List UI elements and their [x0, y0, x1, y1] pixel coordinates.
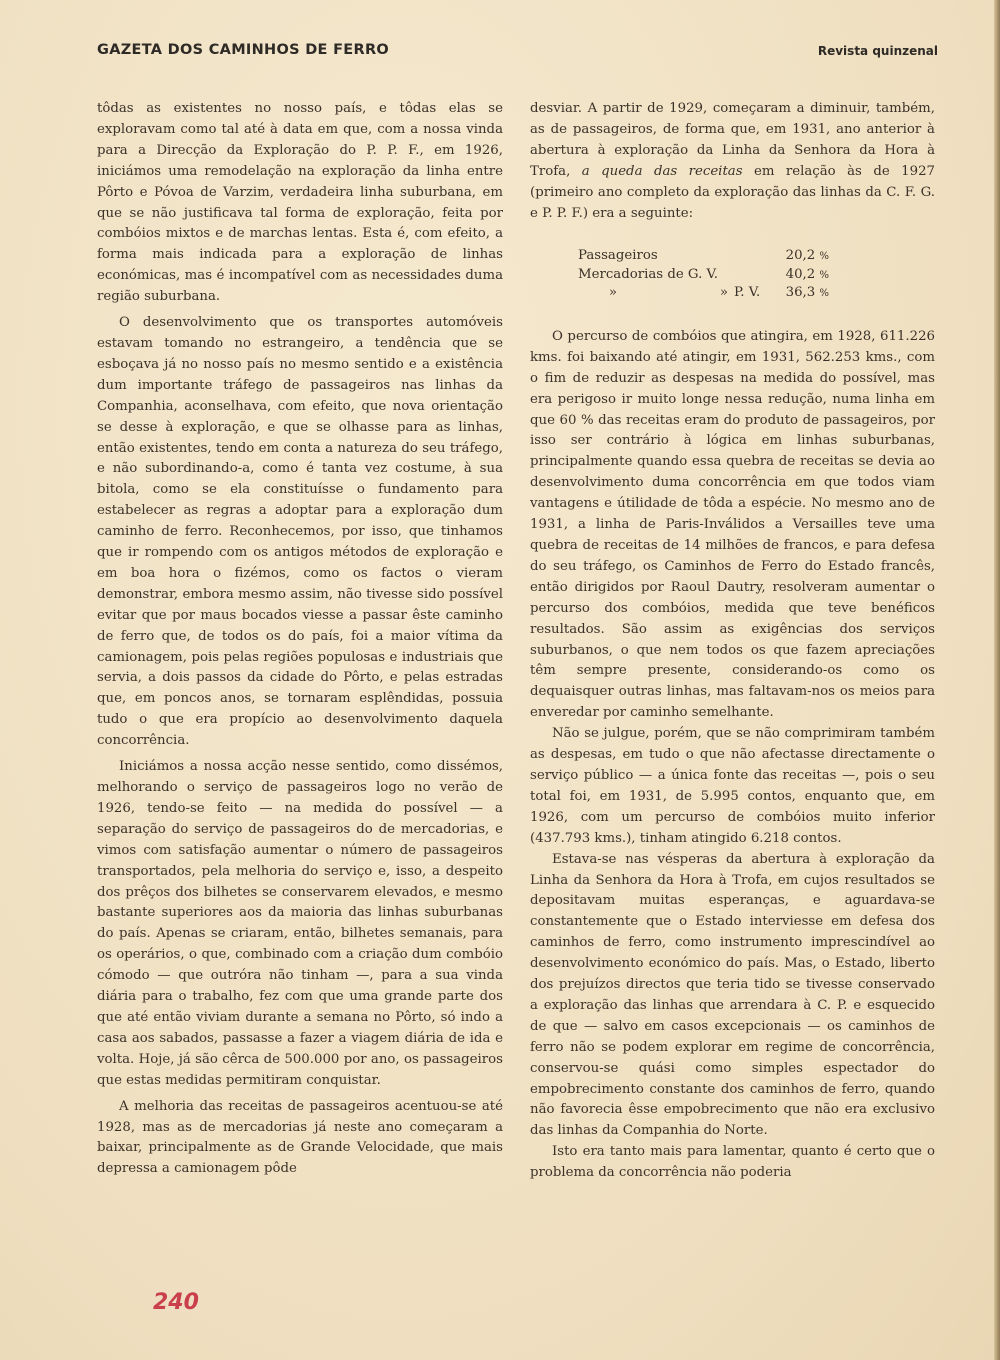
publication-title: GAZETA DOS CAMINHOS DE FERRO: [97, 42, 390, 58]
revenue-drop-table: [578, 247, 829, 303]
percent-sign: %: [819, 269, 829, 281]
ditto-mark: »: [608, 285, 618, 301]
ditto-mark: »: [719, 285, 728, 301]
table-row: [578, 284, 829, 303]
paragraph: Iniciámos a nossa acção nesse sentido, como dissémos, melhorando o serviço de passageiros logo no verão de 1926, tendo-se feito — na medida do possível — a separação do serviço de passageiros do de mercadorias, e vimos com satisfação aumentar o número de passageiros transportados, pela melhoria do serviço e, isso, a despeito dos prêços dos bilhetes se conservarem elevados, e mesmo bastante superiores aos da maioria das linhas suburbanas do país. Apenas se criaram, então, bilhetes semanais, para os operários, o que, combinado com a criação dum combóio cómodo — que outróra não tinham —, para a sua vinda diária para o trabalho, fez com que uma grande parte dos que até então viviam durante a semana no Pôrto, só indo a casa aos sabados, passasse a fazer a viagem diária de ida e volta. Hoje, já são cêrca de 500.000 por ano, os passageiros que estas medidas permitiram conquistar.: [97, 759, 503, 1088]
paragraph: A melhoria das receitas de passageiros acentuou-se até 1928, mas as de mercadorias já neste ano começaram a baixar, principalmente as de Grande Velocidade, que mais depressa a camionagem pôde: [97, 1098, 503, 1177]
table-row: [578, 247, 829, 266]
paragraph: O desenvolvimento que os transportes automóveis estavam tomando no estrangeiro, a tendência que se esboçava já no nosso país no mesmo sentido e a existência dum importante tráfego de passageiros nas linhas da Companhia, aconselhava, com efeito, que nova orientação se desse à exploração, e que se olhasse para as linhas, então existentes, tendo em conta a natureza do seu tráfego, e não subordinando-a, como é tanta vez costume, à sua bitola, como se ela constituísse o fundamento para estabelecer as regras a adoptar para a exploração dum caminho de ferro. Reconhecemos, por isso, que tinhamos que ir rompendo com os antigos métodos de exploração e em boa hora o fizémos, como os factos o vieram demonstrar, embora mesmo assim, não tivesse sido possível evitar que por maus bocados viesse a passar êste caminho de ferro que, de todos os do país, foi a maior vítima da camionagem, pois pelas regiões populosas e industriais que servia, a dois passos da cidade do Pôrto, e pelas estradas que, em poncos anos, se tornaram esplêndidas, possuia tudo o que era propício ao desenvolvimento daquela concorrência.: [97, 315, 503, 749]
table-row: [578, 266, 829, 285]
intro-text-end: em relação às de 1927 (primeiro ano completo da exploração das linhas da C. F. G. e P. P. F.) era a seguinte:: [530, 163, 935, 221]
right-column: [530, 99, 935, 1184]
row-qualifier: P. V.: [734, 285, 761, 301]
row-value: 36,3 %: [785, 285, 829, 301]
percent-sign: %: [819, 251, 829, 263]
emphasis-text: a queda das receitas: [581, 163, 743, 179]
left-column: [97, 99, 503, 1180]
row-value: 40,2 %: [785, 266, 829, 282]
paragraph: tôdas as existentes no nosso país, e tôdas elas se exploravam como tal até à data em que, com a nossa vinda para a Direcção da Exploração do P. P. F., em 1926, iniciámos uma remodelação na exploração da linha entre Pôrto e Póvoa de Varzim, verdadeira linha suburbana, em que se não justificava tal forma de exploração, feita por combóios mixtos e de marchas lentas. Esta é, com efeito, a forma mais indicada para a exploração de linhas económicas, mas é incompatível com as necessidades duma região suburbana.: [97, 101, 503, 305]
paragraph: Estava-se nas vésperas da abertura à exploração da Linha da Senhora da Hora à Trofa, em cujos resultados se depositavam muitas esperanças, e aguardava-se constantemente que o Estado interviesse em defesa dos caminhos de ferro, como instrumento imprescindível ao desenvolvimento económico do país. Mas, o Estado, liberto dos prejuízos directos que teria tido se tivesse conservado a exploração das linhas que arrendara à C. P. e esquecido de que — salvo em casos excepcionais — os caminhos de ferro não se podem explorar em regime de concorrência, conservou-se quási como simples espectador do empobrecimento constante dos caminhos de ferro, quando não favorecia êsse empobrecimento que não era exclusivo das linhas da Companhia do Norte.: [530, 851, 935, 1139]
page-edge-shadow: [994, 0, 1000, 1360]
row-value: 20,2 %: [785, 248, 829, 264]
paragraph: Não se julgue, porém, que se não comprimiram também as despesas, em tudo o que não afectasse directamente o serviço público — a única fonte das receitas —, pois o seu total foi, em 1931, de 5.995 contos, enquanto que, em 1926, com um percurso de combóios muito inferior (437.793 kms.), tinham atingido 6.218 contos.: [530, 726, 935, 846]
percent-sign: %: [819, 288, 829, 300]
intro-paragraph: [530, 99, 935, 224]
row-label: Passageiros: [578, 248, 658, 264]
paragraph: O percurso de combóios que atingira, em 1928, 611.226 kms. foi baixando até atingir, em 1931, 562.253 kms., com o fim de reduzir as despesas na medida do possível, mas era perigoso ir muito longe nessa redução, numa linha em que 60 % das receitas eram do produto de passageiros, por isso ser contrário à lógica em linhas suburbanas, principalmente quando essa quebra de receitas se devia ao desenvolvimento duma concorrência em que todos viam vantagens e útilidade de tôda a espécie. No mesmo ano de 1931, a linha de Paris-Inválidos a Versailles teve uma quebra de receitas de 14 milhões de francos, e para defesa do seu tráfego, os Caminhos de Ferro do Estado francês, então dirigidos por Raoul Dautry, resolveram aumentar o percurso dos combóios, medida que teve benéficos resultados. São assim as exigências dos serviços suburbanos, o que nem todos os que fazem apreciações têm sempre presente, considerando-os como os dequaisquer outras linhas, mas faltavam-nos os meios para enveredar por caminho semelhante.: [530, 328, 935, 721]
page-number: 240: [153, 1290, 199, 1315]
publication-subtitle: Revista quinzenal: [817, 44, 938, 58]
row-label: Mercadorias de G. V.: [578, 266, 719, 282]
intro-text: desviar. A partir de 1929, começaram a diminuir, também, as de passageiros, de forma que, em 1931, ano anterior à abertura à exploração da Linha da Senhora da Hora à Trofa,: [530, 101, 935, 179]
paragraph: Isto era tanto mais para lamentar, quanto é certo que o problema da concorrência não poderia: [530, 1144, 935, 1181]
